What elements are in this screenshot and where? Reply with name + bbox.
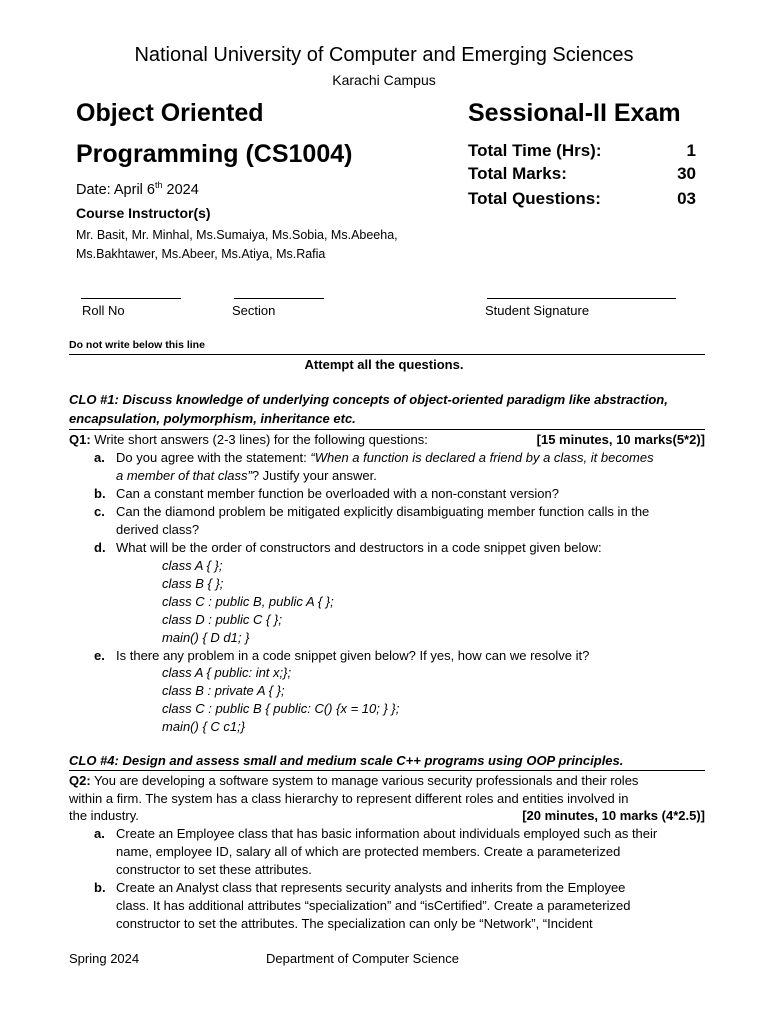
course-title-line1: Object Oriented (76, 99, 264, 127)
q2-a-letter: a. (94, 826, 105, 841)
q1-a-letter: a. (94, 450, 105, 465)
course-title-line2: Programming (CS1004) (76, 140, 353, 168)
clo4-statement: CLO #4: Design and assess small and medium scale C++ programs using OOP principles. (69, 753, 624, 768)
q1-c-line1: Can the diamond problem be mitigated explicitly disambiguating member function calls in the (116, 504, 650, 519)
q1-d-letter: d. (94, 540, 106, 555)
section-blank[interactable] (234, 298, 324, 299)
q1-label: Q1: (69, 432, 91, 447)
q2-marks: [20 minutes, 10 marks (4*2.5)] (522, 808, 705, 823)
instructors-label: Course Instructor(s) (76, 205, 211, 221)
q2-a-line: constructor to set these attributes. (116, 862, 312, 877)
instructors-line2: Ms.Bakhtawer, Ms.Abeer, Ms.Atiya, Ms.Rafia (76, 247, 326, 261)
q1-e-text: Is there any problem in a code snippet given below? If yes, how can we resolve it? (116, 648, 590, 663)
stat-value: 1 (686, 141, 696, 160)
q1-c-line2: derived class? (116, 522, 200, 537)
attempt-instruction: Attempt all the questions. (304, 357, 464, 372)
stat-total-questions (468, 189, 696, 209)
q1-a-line2: a member of that class”? Justify your answer. (116, 468, 377, 483)
code-line: class C : public B, public A { }; (162, 594, 334, 609)
exam-title: Sessional-II Exam (468, 99, 681, 127)
roll-no-label: Roll No (82, 303, 125, 318)
stat-value: 30 (677, 164, 696, 183)
university-name: National University of Computer and Emerging Sciences (134, 44, 634, 66)
q2-line2: within a firm. The system has a class hierarchy to represent different roles and entities involved in (69, 791, 629, 806)
section-label: Section (232, 303, 276, 318)
q1-b-letter: b. (94, 486, 106, 501)
signature-blank[interactable] (487, 298, 676, 299)
code-line: class A { }; (162, 558, 223, 573)
footer-term: Spring 2024 (69, 951, 140, 966)
code-line: main() { D d1; } (162, 630, 250, 645)
clo1-underline (69, 429, 705, 430)
signature-label: Student Signature (485, 303, 590, 318)
q2-line3-text: the industry. (69, 808, 139, 823)
q2-b-line: class. It has additional attributes “specialization” and “isCertified”. Create a parameterized (116, 898, 631, 913)
stat-label: Total Time (Hrs): (468, 141, 602, 160)
code-line: class C : public B { public: C() {x = 10; } }; (162, 701, 400, 716)
code-line: class B { }; (162, 576, 224, 591)
roll-no-blank[interactable] (81, 298, 181, 299)
divider-line (69, 354, 705, 355)
exam-date: Date: April 6th 2024 (76, 180, 199, 198)
q1-header (69, 431, 705, 449)
q1-a-line1: Do you agree with the statement: “When a function is declared a friend by a class, it becomes (116, 450, 654, 465)
code-line: main() { C c1;} (162, 719, 246, 734)
code-line: class A { public: int x;}; (162, 665, 292, 680)
clo1-statement: CLO #1: Discuss knowledge of underlying concepts of object-oriented paradigm like abstraction, encapsulation, polymorphism, inheritance etc. (69, 392, 668, 426)
q2-line1: Q2: You are developing a software system to manage various security professionals and their roles (69, 773, 639, 788)
stat-total-time (468, 141, 696, 161)
stat-value: 03 (677, 189, 696, 208)
q2-a-line: Create an Employee class that has basic information about individuals employed such as their (116, 826, 658, 841)
q1-e-letter: e. (94, 648, 105, 663)
q1-b-text: Can a constant member function be overloaded with a non-constant version? (116, 486, 559, 501)
code-line: class D : public C { }; (162, 612, 282, 627)
q2-b-letter: b. (94, 880, 106, 895)
q1-d-text: What will be the order of constructors and destructors in a code snippet given below: (116, 540, 602, 555)
q2-a-line: name, employee ID, salary all of which are protected members. Create a parameterized (116, 844, 621, 859)
footer-department: Department of Computer Science (266, 951, 459, 966)
clo4-underline (69, 770, 705, 771)
stat-label: Total Marks: (468, 164, 567, 183)
q1-marks: [15 minutes, 10 marks(5*2)] (536, 432, 705, 447)
q2-b-line: constructor to set the attributes. The specialization can only be “Network”, “Incident (116, 916, 593, 931)
campus-name: Karachi Campus (332, 72, 436, 88)
do-not-write-notice: Do not write below this line (69, 339, 205, 351)
instructors-line1: Mr. Basit, Mr. Minhal, Ms.Sumaiya, Ms.Sobia, Ms.Abeeha, (76, 228, 398, 242)
q2-line3 (69, 807, 705, 825)
q1-text: Write short answers (2-3 lines) for the following questions: (90, 432, 428, 447)
code-line: class B : private A { }; (162, 683, 285, 698)
q2-b-line: Create an Analyst class that represents security analysts and inherits from the Employee (116, 880, 626, 895)
q1-c-letter: c. (94, 504, 105, 519)
stat-label: Total Questions: (468, 189, 601, 208)
stat-total-marks (468, 164, 696, 184)
